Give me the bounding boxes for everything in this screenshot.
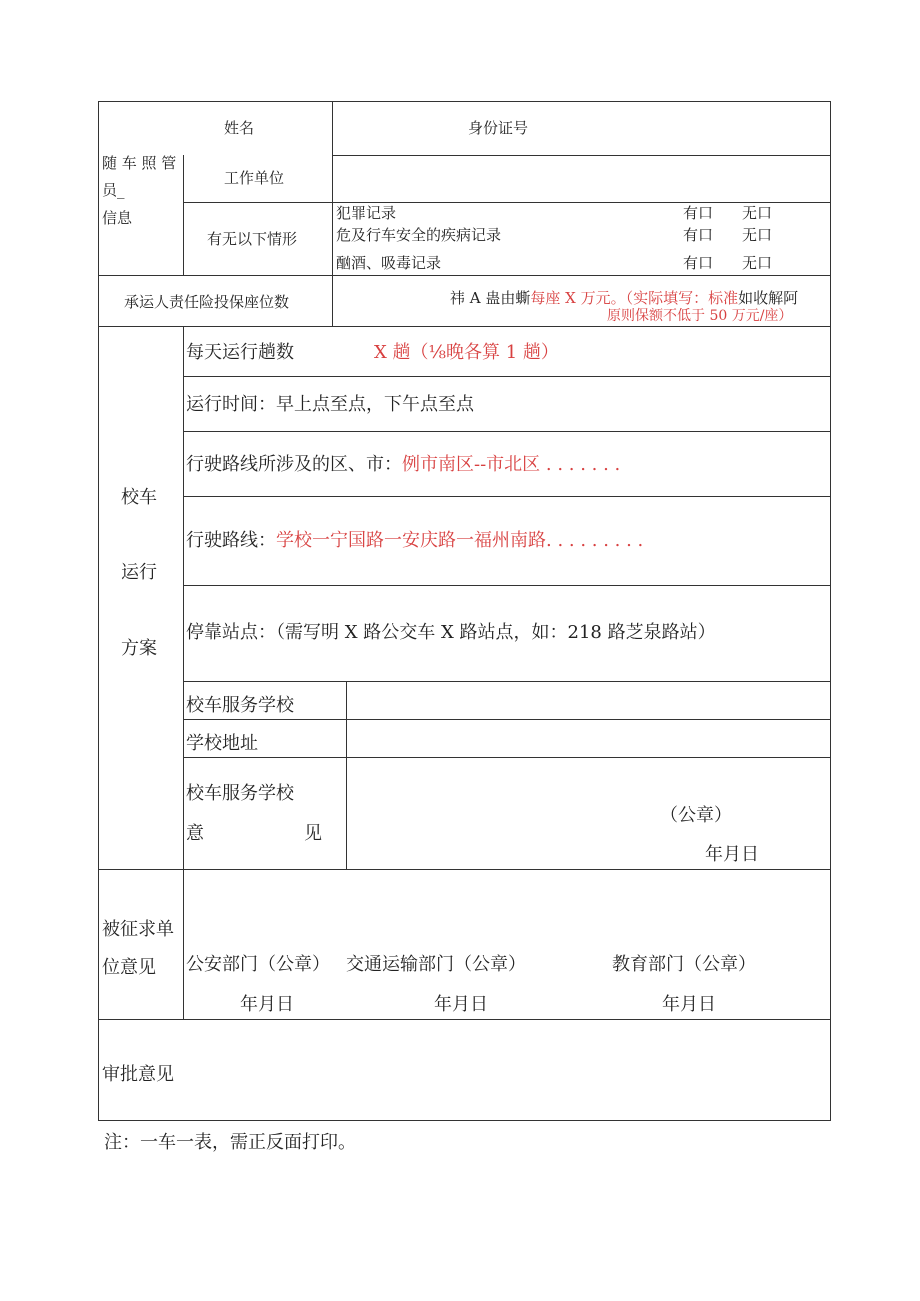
footnote: 注：一车一表，需正反面打印。 (104, 1132, 356, 1153)
row-divider (332, 155, 830, 156)
route (186, 532, 643, 550)
row-divider (98, 326, 830, 327)
route-value: 学校一宁国路一安庆路一福州南路. . . . . . . . . (276, 530, 644, 551)
route-districts (186, 456, 620, 474)
education-date: 年月日 (662, 994, 716, 1015)
column-divider (183, 326, 184, 1020)
row-divider (98, 1019, 830, 1020)
condition-no-checkbox[interactable]: 无口 (742, 204, 773, 222)
column-divider (183, 155, 184, 275)
consulted-label: 位意见 (102, 957, 156, 978)
school-opinion-label: 校车服务学校 (186, 783, 294, 804)
row-divider (183, 757, 830, 758)
condition-no-checkbox[interactable]: 无口 (742, 254, 773, 272)
row-divider (183, 496, 830, 497)
condition-no-checkbox[interactable]: 无口 (742, 226, 773, 244)
insurance-value-part: 每座 X 万元。（实际填写：标准 (530, 289, 739, 307)
insurance-value (450, 291, 798, 306)
route-districts-value: 例市南区--市北区 . . . . . . . (402, 454, 621, 475)
route-label: 行驶路线： (186, 530, 276, 551)
school-address-label: 学校地址 (186, 733, 258, 754)
transport-date: 年月日 (434, 994, 488, 1015)
work-unit-label: 工作单位 (224, 169, 285, 187)
row-divider (183, 376, 830, 377)
route-districts-label: 行驶路线所涉及的区、市： (186, 454, 402, 475)
consulted-label: 被征求单 (102, 919, 174, 940)
transport-seal: 交通运输部门（公章） (346, 954, 526, 975)
escort-group-label: 员_ (102, 181, 125, 199)
escort-group-label: 随 车 照 管 (102, 154, 177, 172)
condition-item: 酗酒、吸毒记录 (336, 254, 442, 272)
insurance-note: 原则保额不低于 50 万元/座） (607, 308, 793, 324)
daily-trips-value: X 趟（⅛晚各算 1 趟） (374, 342, 559, 363)
column-divider (332, 101, 333, 326)
condition-item: 犯罪记录 (336, 204, 397, 222)
plan-group-label: 运行 (121, 562, 157, 583)
education-seal: 教育部门（公章） (612, 954, 756, 975)
school-seal: （公章） (660, 805, 732, 826)
operating-time: 运行时间：早上点至点，下午点至点 (186, 394, 474, 415)
school-opinion-label: 见 (304, 823, 322, 844)
condition-item: 危及行车安全的疾病记录 (336, 226, 502, 244)
condition-yes-checkbox[interactable]: 有口 (683, 226, 714, 244)
name-label: 姓名 (224, 119, 255, 137)
escort-group-label: 信息 (102, 209, 133, 227)
police-date: 年月日 (240, 994, 294, 1015)
row-divider (183, 431, 830, 432)
conditions-label: 有无以下情形 (207, 230, 298, 248)
school-opinion-label: 意 (186, 823, 204, 844)
condition-yes-checkbox[interactable]: 有口 (683, 254, 714, 272)
insurance-value-part: 如收解阿 (738, 289, 799, 307)
service-school-label: 校车服务学校 (186, 695, 294, 716)
condition-yes-checkbox[interactable]: 有口 (683, 204, 714, 222)
daily-trips-label: 每天运行趟数 (186, 342, 294, 363)
row-divider (98, 869, 830, 870)
row-divider (183, 202, 830, 203)
insurance-value-part: 祎 A 蛊由蟖 (450, 289, 531, 307)
row-divider (183, 681, 830, 682)
school-date: 年月日 (705, 844, 759, 865)
approval-label: 审批意见 (102, 1064, 174, 1085)
insurance-label: 承运人责任险投保座位数 (124, 293, 290, 311)
plan-group-label: 方案 (121, 638, 157, 659)
police-seal: 公安部门（公章） (186, 954, 330, 975)
row-divider (98, 275, 830, 276)
row-divider (183, 585, 830, 586)
bus-stops: 停靠站点：（需写明 X 路公交车 X 路站点，如：218 路芝泉路站） (186, 622, 716, 643)
column-divider (346, 681, 347, 869)
id-number-label: 身份证号 (468, 119, 529, 137)
row-divider (183, 719, 830, 720)
plan-group-label: 校车 (121, 487, 157, 508)
